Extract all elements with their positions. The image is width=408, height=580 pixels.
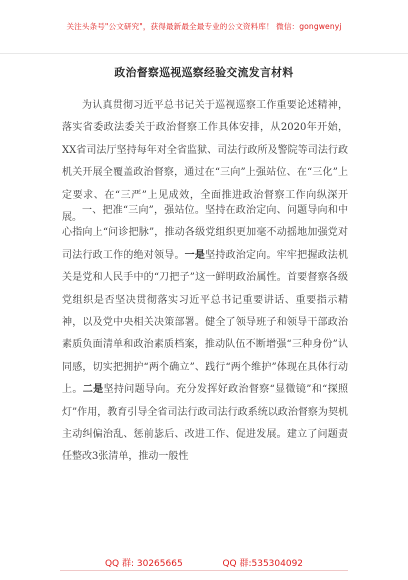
section-one-lead: 一、把准“三向”，强站位。坚持在政治定向、问题导向和中心指向上“问诊把脉”，推动各级党组织更加毫不动摇地加强党对司法行政工作的绝对领导。	[62, 205, 348, 261]
point-one-marker: 一是	[184, 249, 206, 261]
qq-group-2: QQ 群:535304092	[222, 559, 304, 569]
header-note: 关注头条号"公文研究"，获得最新最全最专业的公文资料库！ 微信：gongwenyj	[66, 22, 342, 31]
footer-contact	[0, 556, 408, 569]
point-two-marker: 二是	[82, 384, 104, 396]
header-bar	[0, 0, 408, 54]
document-title: 政治督察巡视巡察经验交流发言材料	[114, 66, 294, 79]
qq-group-1: QQ 群: 30265665	[104, 559, 183, 569]
paragraph-section-one	[62, 200, 348, 469]
paragraph-intro: 为认真贯彻习近平总书记关于巡视巡察工作重要论述精神，落实省委政法委关于政治督察工作具体安排，从2020年开始，XX省司法厅坚持每年对全省监狱、司法行政所及警院等司法行政机关开展全覆盖政治督察，通过在“三向”上强站位、在“三化”上定要求、在“三严”上见成效，全面推进政治督察工作向纵深开展。	[62, 100, 348, 224]
point-two-text: 坚持问题导向。充分发挥好政治督察“显微镜”和“探照灯”作用，教育引导全省司法行政司法行政系统以政治督察为契机主动纠偏治乱、惩前毖后、改进工作、促进发展。建立了问题责任整改3张清单，推动一般性	[62, 384, 349, 463]
point-one-text: 坚持政治定向。牢牢把握政法机关是党和人民手中的“刀把子”这一鲜明政治属性。首要督察各级党组织是否坚决贯彻落实习近平总书记重要讲话、重要指示精神，以及党中央相关决策部署。健全了领导班子和领导干部政治素质负面清单和政治素质档案，推动队伍不断增强“三种身份”认同感，切实把拥护“两个确立”、践行“两个维护”体现在具体行动上。	[62, 249, 349, 396]
footer-underline	[60, 570, 348, 571]
